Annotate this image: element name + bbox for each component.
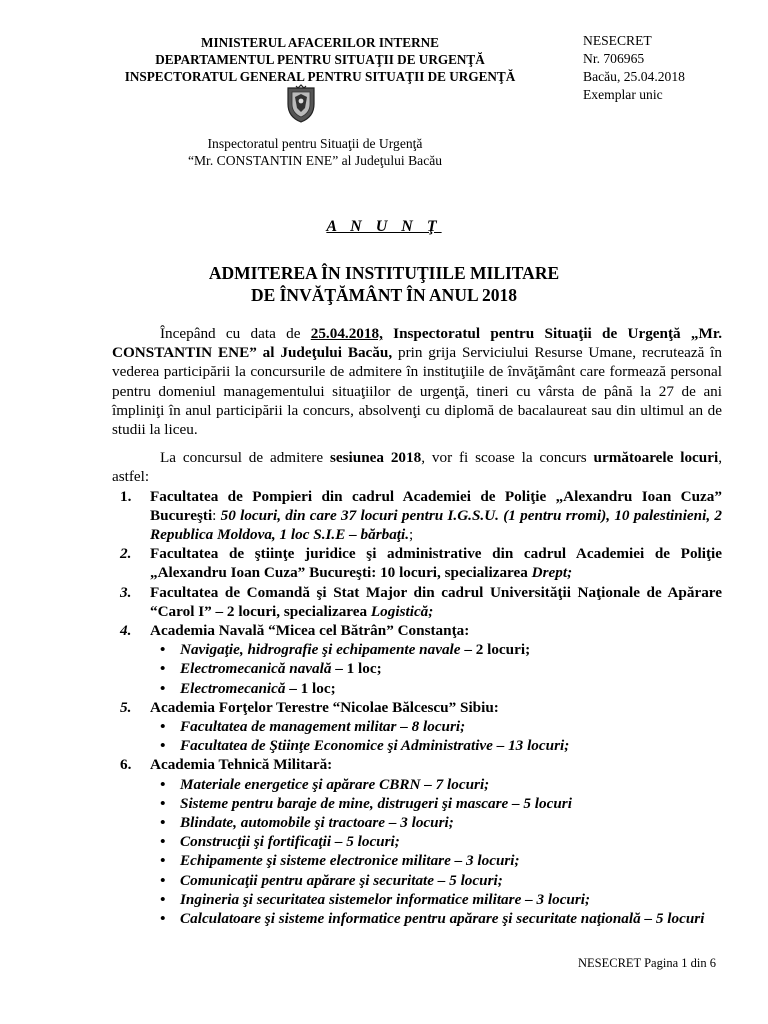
technical-academy-sublist xyxy=(112,775,722,929)
subheader-line-2: “Mr. CONSTANTIN ENE” al Judeţului Bacău xyxy=(187,153,443,168)
places-paragraph xyxy=(112,448,722,486)
item-number: 2. xyxy=(120,545,132,563)
sub-item-places: – 2 locuri; xyxy=(460,641,531,659)
institutions-list-cont xyxy=(112,698,722,717)
announcement-heading xyxy=(0,218,768,236)
sub-item-name: Navigaţie, hidrografie şi echipamente navale xyxy=(180,641,461,659)
places-label: următoarele locuri xyxy=(593,449,719,467)
ministry-header xyxy=(40,34,600,85)
item-title: Academia Tehnică Militară: xyxy=(150,756,333,774)
item-end: ; xyxy=(409,526,414,544)
item-title: Academia Forţelor Terestre “Nicolae Bălcescu” Sibiu: xyxy=(150,698,499,716)
sub-item-name: Electromecanică xyxy=(180,679,286,697)
list-item xyxy=(120,755,722,774)
coat-of-arms-icon xyxy=(284,84,318,124)
item-title: Facultatea de ştiinţe juridice şi administrative din cadrul Academiei de Poliţie „Alexandru Ioan Cuza” Bucureşti: 10 locuri, specializarea xyxy=(150,545,722,582)
item-number: 6. xyxy=(120,756,132,774)
document-body xyxy=(112,324,722,928)
item-title: Facultatea de Pompieri din cadrul Academiei de Poliţie „Alexandru Ioan Cuza” Bucureşti xyxy=(150,487,722,524)
header-line-2: DEPARTAMENTUL PENTRU SITUAŢII DE URGENŢĂ xyxy=(155,52,485,67)
sub-list-item xyxy=(156,679,722,698)
session-label: sesiunea 2018 xyxy=(329,449,422,467)
intro-paragraph xyxy=(112,324,722,439)
registration-number: Nr. 706965 xyxy=(583,51,645,66)
intro-text-rest: prin grija Serviciului Resurse Umane, recrutează în vederea participării la concursurile de admitere în instituţiile de învăţământ care formează personal pentru domeniul managementului situaţiilor de urgenţă, tineri cu vârsta de până la 27 de ani împliniţi în anul participării la concurs, absolvenţi cu diplomă de bacalaureat sau din ultimul an de studii la liceu. xyxy=(112,344,722,439)
list-item xyxy=(120,544,722,582)
sub-list-item: • Facultatea de Ştiinţe Economice şi Administrative – 13 locuri; xyxy=(156,736,722,755)
title-line-1: ADMITEREA ÎN INSTITUŢIILE MILITARE xyxy=(208,263,560,283)
item-number: 3. xyxy=(120,583,132,601)
sub-list-item: • Facultatea de management militar – 8 locuri; xyxy=(156,717,722,736)
sub-item-places: – 1 loc; xyxy=(331,660,382,678)
page-footer: NESECRET Pagina 1 din 6 xyxy=(578,956,716,970)
sub-item-name: Electromecanică navală xyxy=(180,660,332,678)
document-title xyxy=(0,262,768,306)
item-places: 50 locuri, din care 37 locuri pentru I.G.S.U. (1 pentru rromi), 10 palestinieni, 2 Republica Moldova, 1 loc S.I.E – bărbaţi. xyxy=(150,506,722,544)
sub-list-item: • Echipamente şi sisteme electronice militare – 3 locuri; xyxy=(156,851,722,870)
subheader-line-1: Inspectoratul pentru Situaţii de Urgenţă xyxy=(207,136,423,151)
place-date: Bacău, 25.04.2018 xyxy=(583,69,685,84)
item-title: Academia Navală “Micea cel Bătrân” Constanţa: xyxy=(150,622,470,640)
classification-label: NESECRET xyxy=(583,33,652,48)
institutions-list-cont-2 xyxy=(112,755,722,774)
sub-list-item: • Materiale energetice şi apărare CBRN – 7 locuri; xyxy=(156,775,722,794)
sub-list-item: • Blindate, automobile şi tractoare – 3 locuri; xyxy=(156,813,722,832)
item-number: 5. xyxy=(120,698,132,716)
places-text-b: , vor fi scoase la concurs xyxy=(421,449,594,467)
document-registration xyxy=(583,32,685,104)
intro-date: 25.04.2018, xyxy=(310,325,383,342)
sub-list-item: • Comunicaţii pentru apărare şi securitate – 5 locuri; xyxy=(156,871,722,890)
naval-sublist xyxy=(112,640,722,698)
list-item xyxy=(120,621,722,640)
list-item xyxy=(120,487,722,545)
sub-list-item: • Construcţii şi fortificaţii – 5 locuri; xyxy=(156,832,722,851)
intro-organization: Inspectoratul pentru Situaţii de Urgenţă „Mr. CONSTANTIN ENE” al Judeţului Bacău, xyxy=(112,325,722,362)
item-specialization: Logistică; xyxy=(370,602,434,620)
item-specialization: Drept; xyxy=(531,564,573,582)
list-item xyxy=(120,698,722,717)
places-text-c: , astfel: xyxy=(112,449,722,486)
header-line-1: MINISTERUL AFACERILOR INTERNE xyxy=(201,35,439,50)
places-text-a: La concursul de admitere xyxy=(160,449,330,467)
header-line-3: INSPECTORATUL GENERAL PENTRU SITUAŢII DE URGENŢĂ xyxy=(124,69,516,84)
sub-list-item xyxy=(156,640,722,659)
sub-list-item: • Ingineria şi securitatea sistemelor informatice militare – 3 locuri; xyxy=(156,890,722,909)
list-item xyxy=(120,583,722,621)
institutions-list xyxy=(112,487,722,641)
item-separator: : xyxy=(212,506,221,524)
land-forces-sublist xyxy=(112,717,722,755)
inspectorate-subheader xyxy=(170,135,460,169)
sub-item-places: – 1 loc; xyxy=(285,679,336,697)
item-number: 1. xyxy=(120,487,132,505)
title-line-2: DE ÎNVĂŢĂMÂNT ÎN ANUL 2018 xyxy=(250,285,518,305)
announcement-word: A N U N Ţ xyxy=(326,218,442,235)
sub-list-item: • Sisteme pentru baraje de mine, distrugeri şi mascare – 5 locuri xyxy=(156,794,722,813)
intro-text-a: Începând cu data de xyxy=(160,325,311,342)
sub-list-item: • Calculatoare şi sisteme informatice pentru apărare şi securitate naţională – 5 locuri xyxy=(156,909,722,928)
item-number: 4. xyxy=(120,622,132,640)
item-title: Facultatea de Comandă şi Stat Major din cadrul Universităţii Naţionale de Apărare “Carol I” – 2 locuri, specializarea xyxy=(150,583,722,620)
sub-list-item xyxy=(156,659,722,678)
copy-label: Exemplar unic xyxy=(583,87,663,102)
